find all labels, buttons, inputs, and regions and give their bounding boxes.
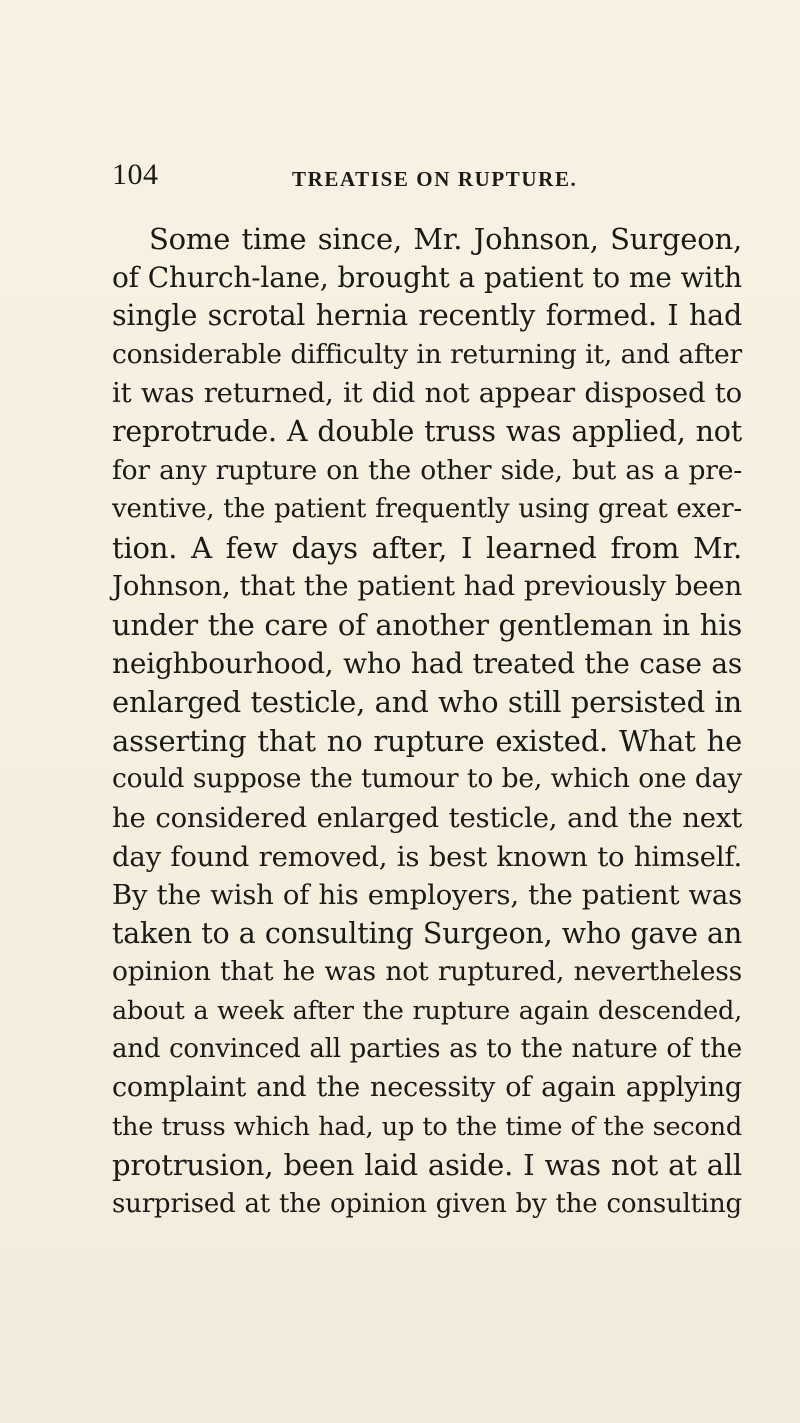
text-line: about a week after the rupture again descended, bbox=[112, 995, 742, 1026]
text-line: and convinced all parties as to the nature of the bbox=[112, 1034, 742, 1065]
text-line: of Church-lane, brought a patient to me with bbox=[112, 260, 742, 294]
text-line: under the care of another gentleman in his bbox=[112, 607, 742, 642]
text-line: By the wish of his employers, the patient was bbox=[112, 879, 742, 912]
text-line: reprotrude. A double truss was applied, not bbox=[112, 414, 742, 448]
text-line: could suppose the tumour to be, which one day bbox=[112, 763, 742, 795]
text-line: complaint and the necessity of again applying bbox=[112, 1072, 742, 1104]
text-line: Some time since, Mr. Johnson, Surgeon, bbox=[149, 222, 742, 256]
text-line: for any rupture on the other side, but as a pre- bbox=[112, 454, 742, 486]
body-text bbox=[112, 220, 742, 1223]
text-line: surprised at the opinion given by the consulting bbox=[112, 1188, 742, 1219]
text-line: neighbourhood, who had treated the case as bbox=[112, 646, 742, 680]
text-line: single scrotal hernia recently formed. I had bbox=[112, 299, 742, 333]
text-line: it was returned, it did not appear disposed to bbox=[112, 377, 742, 410]
text-line: he considered enlarged testicle, and the next bbox=[112, 801, 742, 834]
text-line: asserting that no rupture existed. What he bbox=[112, 723, 742, 758]
page-number: 104 bbox=[112, 158, 159, 191]
text-line: enlarged testicle, and who still persisted in bbox=[112, 685, 742, 720]
running-title: TREATISE ON RUPTURE. bbox=[292, 167, 578, 191]
text-line: ventive, the patient frequently using great exer- bbox=[112, 494, 742, 525]
text-line: the truss which had, up to the time of the second bbox=[112, 1111, 742, 1142]
text-line: considerable difficulty in returning it, and after bbox=[112, 338, 742, 370]
text-line: tion. A few days after, I learned from Mr. bbox=[112, 530, 742, 565]
page-header bbox=[112, 158, 742, 198]
text-line: Johnson, that the patient had previously been bbox=[112, 570, 742, 603]
text-line: day found removed, is best known to himself. bbox=[112, 840, 742, 873]
text-line: protrusion, been laid aside. I was not at all bbox=[112, 1148, 742, 1183]
text-line: opinion that he was not ruptured, nevertheless bbox=[112, 956, 742, 988]
text-line: taken to a consulting Surgeon, who gave an bbox=[112, 916, 742, 950]
